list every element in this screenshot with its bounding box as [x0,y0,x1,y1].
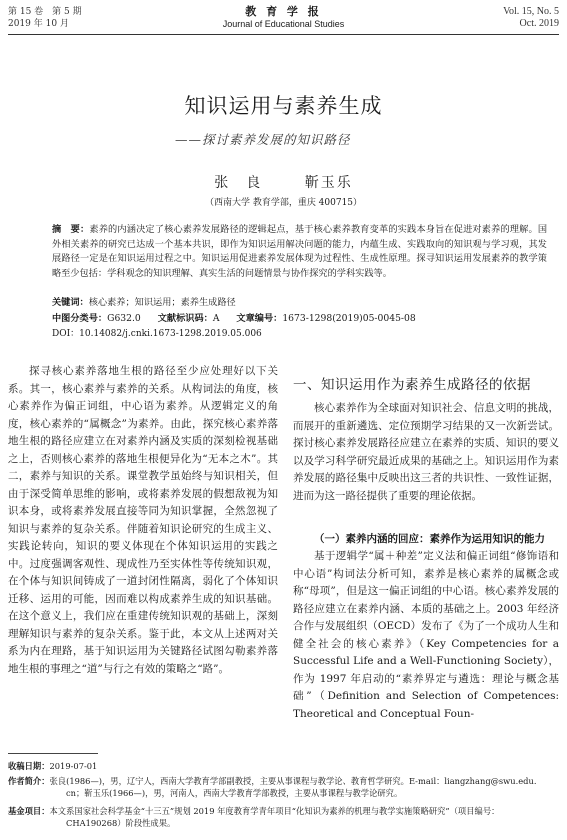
clc-value: G632.0 [107,313,141,324]
abstract-text: 素养的内涵决定了核心素养发展路径的逻辑起点，基于核心素养教育变革的实践本身旨在促进对素养的理解。国外相关素养的研究已达成一个基本共识，即作为知识运用解决问题的能力，内蕴生成、实践取向的知识观与学习观，其发展路径一定是在知识运用过程之中。知识运用促进素养发展体现为过程性、生成性原理。探寻知识运用发展素养的教学策略至少包括：学科观念的知识理解、真实生活的问题情景与协作探究的学科实践等。 [52,224,548,279]
received-date: 2019-07-01 [49,761,98,771]
date-en: Oct. 2019 [519,18,559,29]
running-header-center [0,5,567,30]
abstract [52,223,547,281]
article-number-value: 1673-1298(2019)05-0045-08 [282,313,416,324]
abstract-label: 摘 要： [52,224,90,235]
footnote-author [8,775,559,799]
body-paragraph: 基于逻辑学“属＋种差”定义法和偏正词组“修饰语和中心语”构词法分析可知，素养是核心素养的属概念或称“母项”，但是这一偏正词组的中心语。核心素养发展的路径应建立在素养内涵、本质的基础之上。2003 年经济合作与发展组织（OECD）发布了《为了一个成功人生和健全社会的核心素养》（Key Competencies for a Successful Life and a Well-Functioning Society），作为 1997 年启动的“素养界定与遴选：理论与概念基础”（Definition and Selection of Competences: Theoretical and Conceptual Foun- [293,550,559,720]
footnote-received [8,760,559,772]
article-number-label: 文章编号： [236,313,283,324]
volume-issue-cn: 第 15 卷 第 5 期 [8,7,82,17]
author-info-cont: cn；靳玉乐(1966—)，男，河南人，西南大学教育学部教授，主要从事课程与教学论研究。 [66,788,403,798]
author-name: 靳玉乐 [304,175,353,191]
running-header-right [503,6,559,30]
author-line [0,172,567,192]
author-info: 张良(1986—)，男，辽宁人，西南大学教育学部副教授，主要从事课程与教学论、教育哲学研究。E-mail：liangzhang@swu.edu. [49,776,537,786]
doc-code-label: 文献标识码： [157,313,213,324]
body-column-left [8,363,278,678]
affiliation: （西南大学 教育学部，重庆 400715） [204,198,363,208]
doc-code-value: A [212,313,220,324]
subsection-heading: （一）素养内涵的回应：素养作为运用知识的能力 [314,533,545,545]
body-paragraph: 核心素养作为全球面对知识社会、信息文明的挑战，而展开的重新遴选、定位预期学习结果的又一次新尝试。探讨核心素养发展路径应建立在素养的实质、知识的要义以及学习科学研究最近成果的基础之上。知识运用作为素养发展的路径集中反映出这三者的共识性、一致性证据，进而为这一路径提供了重要的理论依据。 [293,402,559,502]
article-title: 知识运用与素养生成 [184,94,383,118]
section-heading: 一、知识运用作为素养生成路径的依据 [293,377,531,393]
fund-label: 基金项目： [8,806,50,816]
article-subtitle: ——探讨素养发展的知识路径 [175,132,351,147]
keywords [52,296,547,310]
fund-info-cont: CHA190268）阶段性成果。 [66,818,176,828]
fund-info: 本文系国家社会科学基金“十三五”规划 2019 年度教育学青年项目“化知识为素养的机理与教学实施策略研究”（项目编号： [49,806,500,816]
footnote-fund [8,805,559,829]
journal-name-en: Journal of Educational Studies [222,19,345,29]
date-cn: 2019 年 10 月 [8,19,69,29]
body-column-right-upper [293,400,559,505]
received-label: 收稿日期： [8,761,50,771]
body-paragraph: 探寻核心素养落地生根的路径至少应处理好以下关系。其一，核心素养与素养的关系。从构词法的角度，核心素养作为偏正词组，中心语为素养。从逻辑定义的角度，核心素养的“属概念”为素养。由此，探究核心素养落地生根的路径应建立在对素养内涵及实质的深刻检视基础之上，否则核心素养的落地生根便异化为“无本之木”。其二，素养与知识的关系。课堂教学虽始终与知识相关，但由于深受简单思维的影响，或将素养发展的假想敌视为知识本身，或将素养发展直接等同为知识掌握，全然忽视了知识与素养的复杂关系。伴随着知识论研究的生成主义、实践论转向，知识的要义体现在个体知识运用的实践之中。过度强调客观性、现成性乃至实体性等传统知识观，在个体与知识间铸成了一道封闭性隔离，弱化了个体知识迁移、运用的可能，因而难以构成素养生成的知识基础。在这个意义上，我们应在重建传统知识观的基础上，深刻理解知识与素养的复杂关系。鉴于此，本文从上述两对关系为内在理路，基于知识运用为关键路径试图勾勒素养落地生根的事理之“道”与行之有效的策略之“路”。 [8,365,278,675]
author-name: 张 良 [214,175,263,191]
keywords-text: 核心素养；知识运用；素养生成路径 [88,297,236,308]
clc-label: 中图分类号： [52,313,108,324]
classification-line [52,312,416,326]
doi: DOI：10.14082/j.cnki.1673-1298.2019.05.006 [52,329,262,339]
author-info-label: 作者简介： [8,776,50,786]
header-rule [8,34,559,35]
keywords-label: 关键词： [52,297,89,308]
footnote-rule [8,753,98,754]
body-column-right-lower [293,548,559,723]
volume-issue-en: Vol. 15, No. 5 [503,6,559,17]
journal-name-cn: 教 育 学 报 [245,5,322,18]
